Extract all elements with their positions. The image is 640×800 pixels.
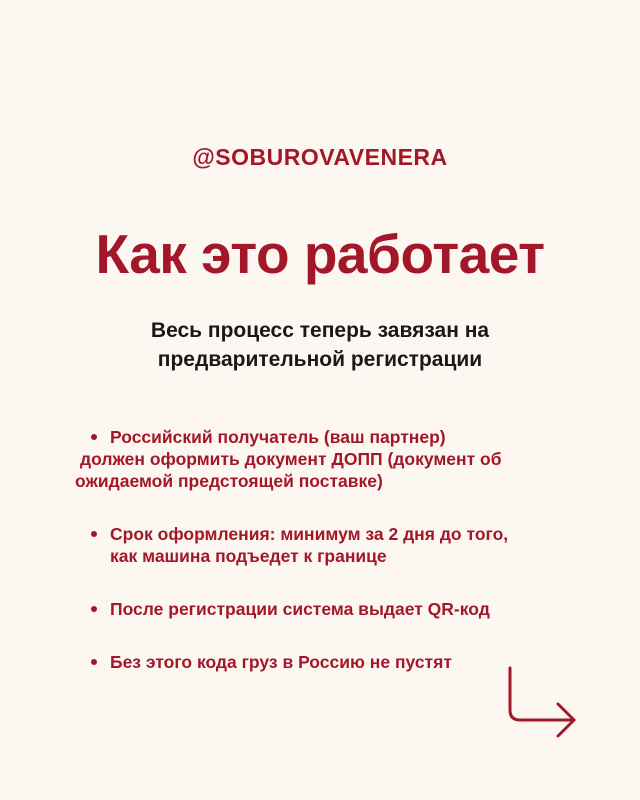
list-item-line: Срок оформления: минимум за 2 дня до того, (110, 524, 509, 544)
arrow-down-right-icon[interactable] (504, 666, 580, 738)
list-item-line: Без этого кода груз в Россию не пустят (110, 652, 452, 672)
page-title: Как это работает (95, 223, 545, 285)
bullet-list (70, 426, 590, 673)
bullet-dot-icon (91, 659, 97, 665)
page-subtitle (0, 316, 640, 374)
subtitle-line-1: Весь процесс теперь завязан на (150, 319, 490, 342)
list-item-line: должен оформить документ ДОПП (документ об (80, 449, 502, 469)
subtitle-line-2: предварительной регистрации (157, 348, 483, 371)
bullet-dot-icon (91, 434, 97, 440)
list-item-line: Российский получатель (ваш партнер) (110, 427, 446, 447)
author-handle: @SOBUROVAVENERA (192, 144, 448, 170)
list-item-line: как машина подъедет к границе (110, 546, 387, 566)
bullet-dot-icon (91, 531, 97, 537)
list-item (70, 426, 590, 492)
list-item-line: После регистрации система выдает QR-код (110, 599, 490, 619)
list-item-line: ожидаемой предстоящей поставке) (75, 471, 383, 491)
list-item (70, 523, 590, 567)
bullet-dot-icon (91, 606, 97, 612)
list-item (70, 598, 590, 620)
